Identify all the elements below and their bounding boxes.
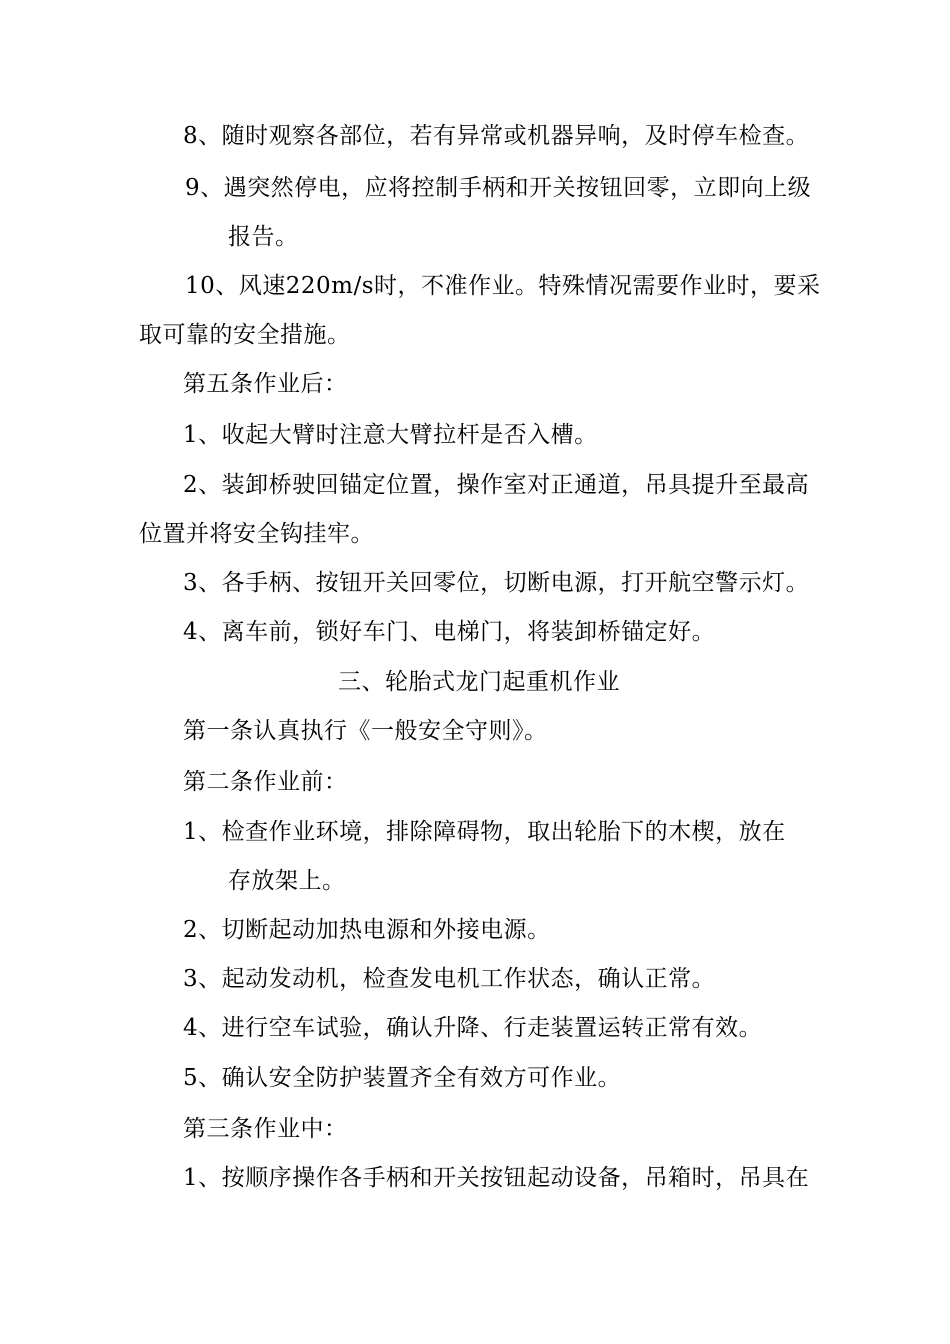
paragraph-line: 存放架上。 xyxy=(228,868,346,894)
section-heading: 第一条认真执行《一般安全守则》。 xyxy=(183,718,548,744)
paragraph-line: 5、确认安全防护装置齐全有效方可作业。 xyxy=(183,1065,622,1091)
chapter-heading: 三、轮胎式龙门起重机作业 xyxy=(338,669,620,695)
paragraph-line: 2、切断起动加热电源和外接电源。 xyxy=(183,917,551,943)
paragraph-line: 取可靠的安全措施。 xyxy=(139,322,351,348)
paragraph-line: 10、风速220m/s时，不准作业。特殊情况需要作业时，要采 xyxy=(185,273,821,299)
section-heading: 第二条作业前： xyxy=(183,769,348,795)
paragraph-line: 4、进行空车试验，确认升降、行走装置运转正常有效。 xyxy=(183,1015,763,1041)
paragraph-line: 1、检查作业环境，排除障碍物，取出轮胎下的木楔，放在 xyxy=(183,819,786,845)
paragraph-line: 位置并将安全钩挂牢。 xyxy=(139,521,374,547)
paragraph-line: 报告。 xyxy=(228,224,299,250)
paragraph-line: 1、收起大臂时注意大臂拉杆是否入槽。 xyxy=(183,422,598,448)
paragraph-line: 3、各手柄、按钮开关回零位，切断电源，打开航空警示灯。 xyxy=(183,570,810,596)
section-heading: 第三条作业中： xyxy=(183,1116,348,1142)
paragraph-line: 2、装卸桥驶回锚定位置，操作室对正通道，吊具提升至最高 xyxy=(183,472,810,498)
paragraph-line: 8、随时观察各部位，若有异常或机器异响，及时停车检查。 xyxy=(183,123,810,149)
paragraph-line: 4、离车前，锁好车门、电梯门，将装卸桥锚定好。 xyxy=(183,619,716,645)
paragraph-line: 9、遇突然停电，应将控制手柄和开关按钮回零，立即向上级 xyxy=(185,175,812,201)
section-heading: 第五条作业后： xyxy=(183,371,348,397)
paragraph-line: 3、起动发动机，检查发电机工作状态，确认正常。 xyxy=(183,966,716,992)
paragraph-line: 1、按顺序操作各手柄和开关按钮起动设备，吊箱时，吊具在 xyxy=(183,1165,810,1191)
